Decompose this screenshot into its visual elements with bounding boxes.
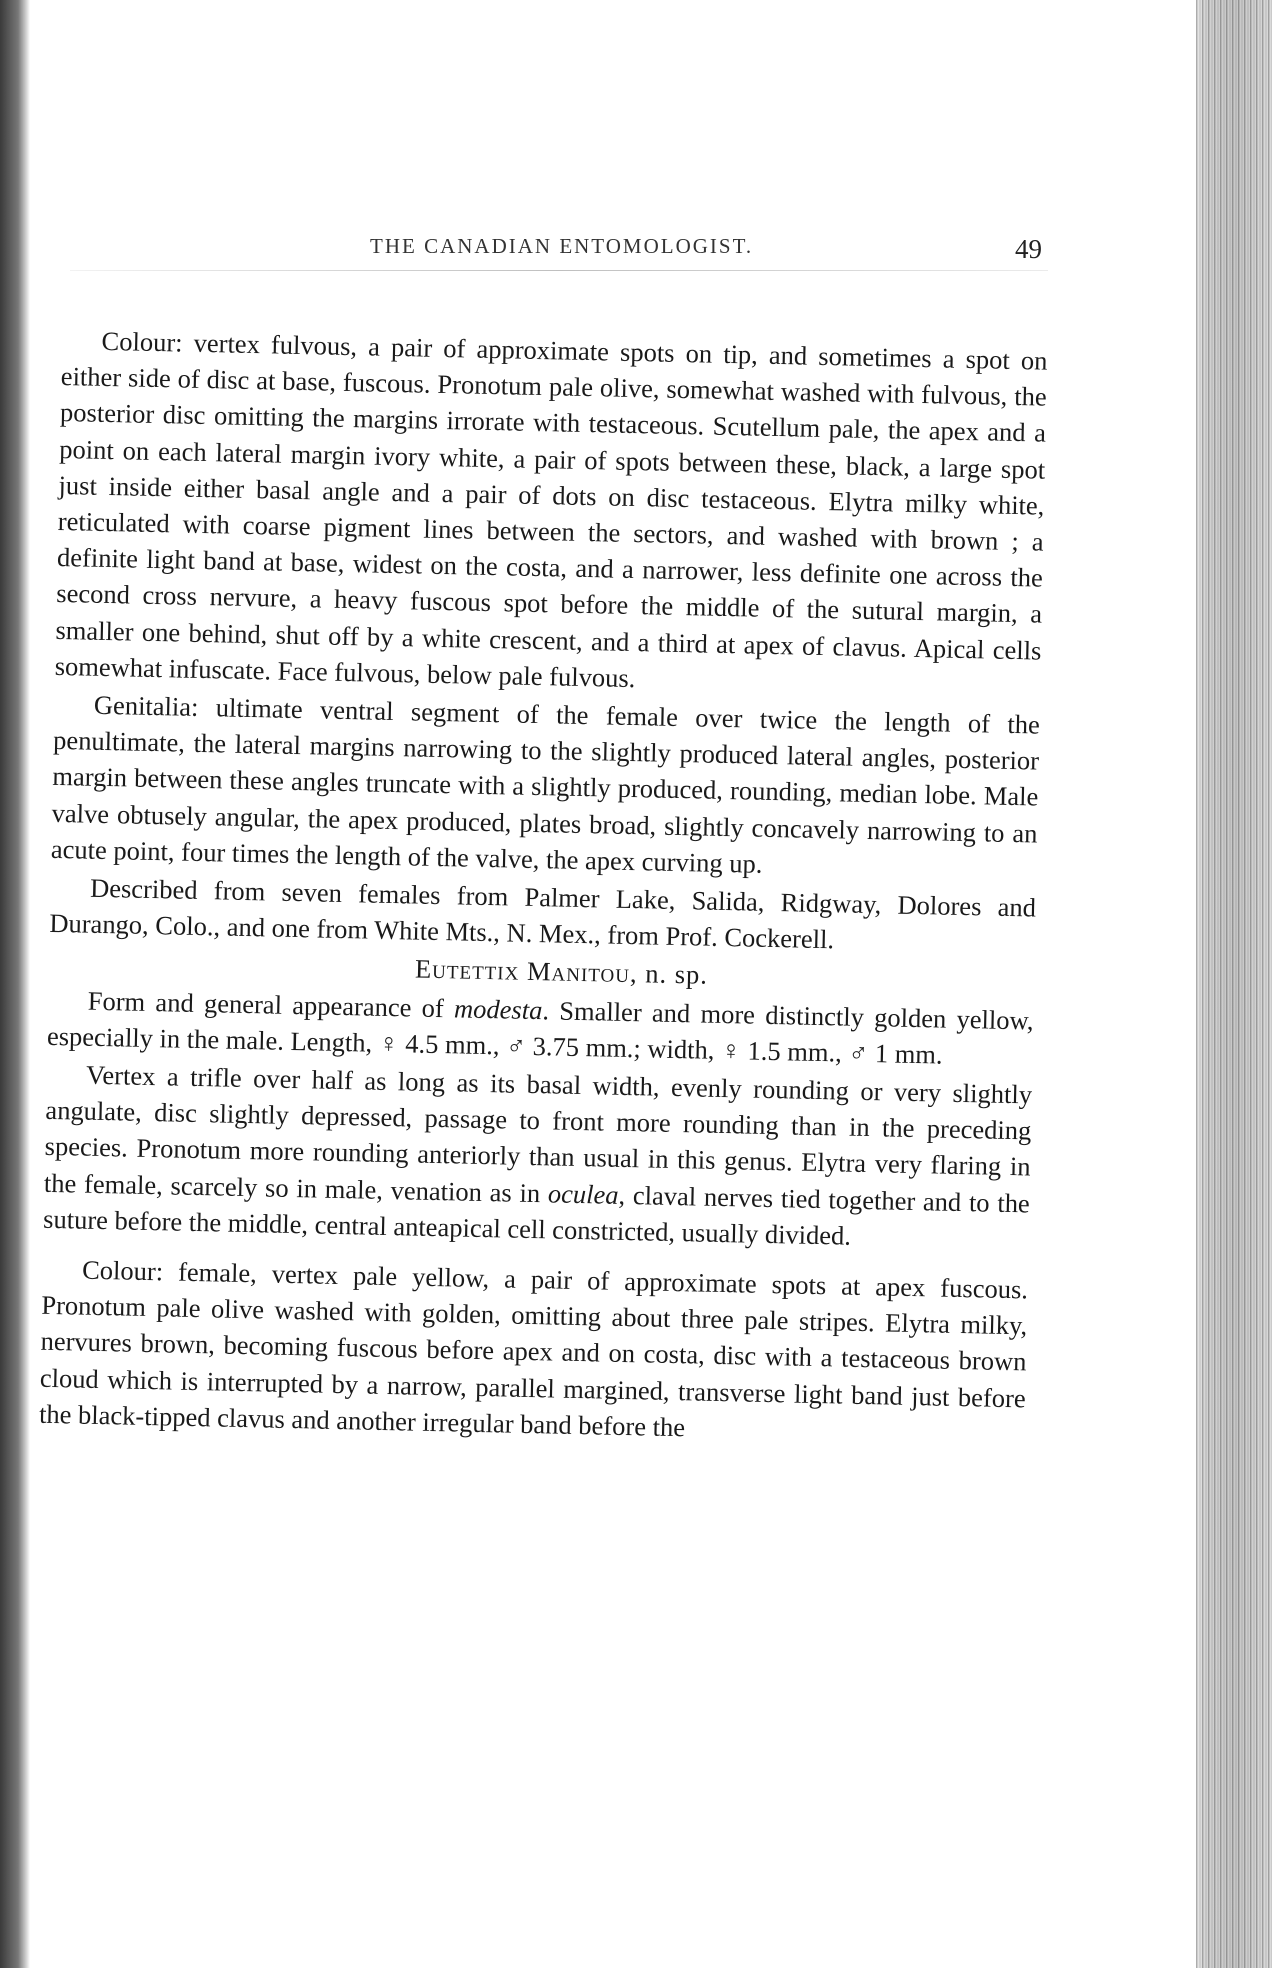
form-text-a: Form and general appearance of: [87, 985, 455, 1024]
scan-binding-edge: [0, 0, 30, 1968]
heading-suffix: , n. sp.: [629, 958, 709, 991]
paragraph-vertex: [43, 1056, 1033, 1258]
vertex-text-italic: oculea: [547, 1178, 619, 1210]
header-rule: [70, 270, 1048, 271]
heading-genus: Eutettix: [414, 953, 520, 987]
paragraph-colour: Colour: vertex fulvous, a pair of approximate spots on tip, and sometimes a spot on either side of disc at base, fuscous. Pronotum pale olive, somewhat washed with fulvous, the posterior disc omitting the margins irrorate with testaceous. Scutellum pale, the apex and a point on each lateral margin ivory white, a pair of spots between these, black, a large spot just inside either basal angle and a pair of dots on disc testaceous. Elytra milky white, reticulated with coarse pigment lines between the sectors, and washed with brown ; a definite light band at base, widest on the costa, and a narrower, less definite one across the second cross nervure, a heavy fuscous spot before the middle of the sutural margin, a smaller one behind, shut off by a white crescent, and a third at apex of clavus. Apical cells somewhat infuscate. Face fulvous, below pale fulvous.: [54, 325, 1048, 693]
vertex-text-a: Vertex a trifle over half as long as its basal width, evenly rounding or very slightly angulate, disc slightly depressed, passage to front more rounding than in the preceding species. Pronotum more rounding anteriorly than usual in this genus. Elytra very flaring in the female, scarcely so in male, venation as in: [43, 1059, 1033, 1209]
scan-page-edges: [1196, 0, 1272, 1968]
paragraph-colour-female: Colour: female, vertex pale yellow, a pair of approximate spots at apex fuscous. Pronotum pale olive washed with golden, omitting about three pale stripes. Elytra milky, nervures brown, becoming fuscous before apex and on costa, disc with a testaceous brown cloud which is interrupted by a narrow, parallel margined, transverse light band just before the black-tipped clavus and another irregular band before the: [38, 1254, 1029, 1443]
page-header: [70, 234, 1050, 274]
form-text-italic: modesta: [453, 993, 543, 1025]
page-number: 49: [1015, 234, 1042, 264]
paragraph-described: Described from seven females from Palmer Lake, Salida, Ridgway, Dolores and Durango, Colo., and one from White Mts., N. Mex., from Prof. Cockerell.: [49, 872, 1037, 955]
heading-species: Manitou: [526, 956, 631, 989]
page-body: [39, 322, 1048, 1454]
book-page: [30, 0, 1196, 1968]
running-title: THE CANADIAN ENTOMOLOGIST.: [370, 234, 754, 258]
form-text-b: . Smaller and more distinctly golden yellow, especially in the male. Length, ♀ 4.5 mm., ♂ 3.75 mm.; width, ♀ 1.5 mm., ♂ 1 mm.: [46, 994, 1034, 1070]
paragraph-genitalia: Genitalia: ultimate ventral segment of the female over twice the length of the penultimate, the lateral margins narrowing to the slightly produced lateral angles, posterior margin between these angles truncate with a slightly produced, rounding, median lobe. Male valve obtusely angular, the apex produced, plates broad, slightly concavely narrowing to an acute point, four times the length of the valve, the apex curving up.: [50, 689, 1041, 879]
vertex-text-b: , claval nerves tied together and to the suture before the middle, central anteapical cell constricted, usually divided.: [42, 1179, 1031, 1251]
